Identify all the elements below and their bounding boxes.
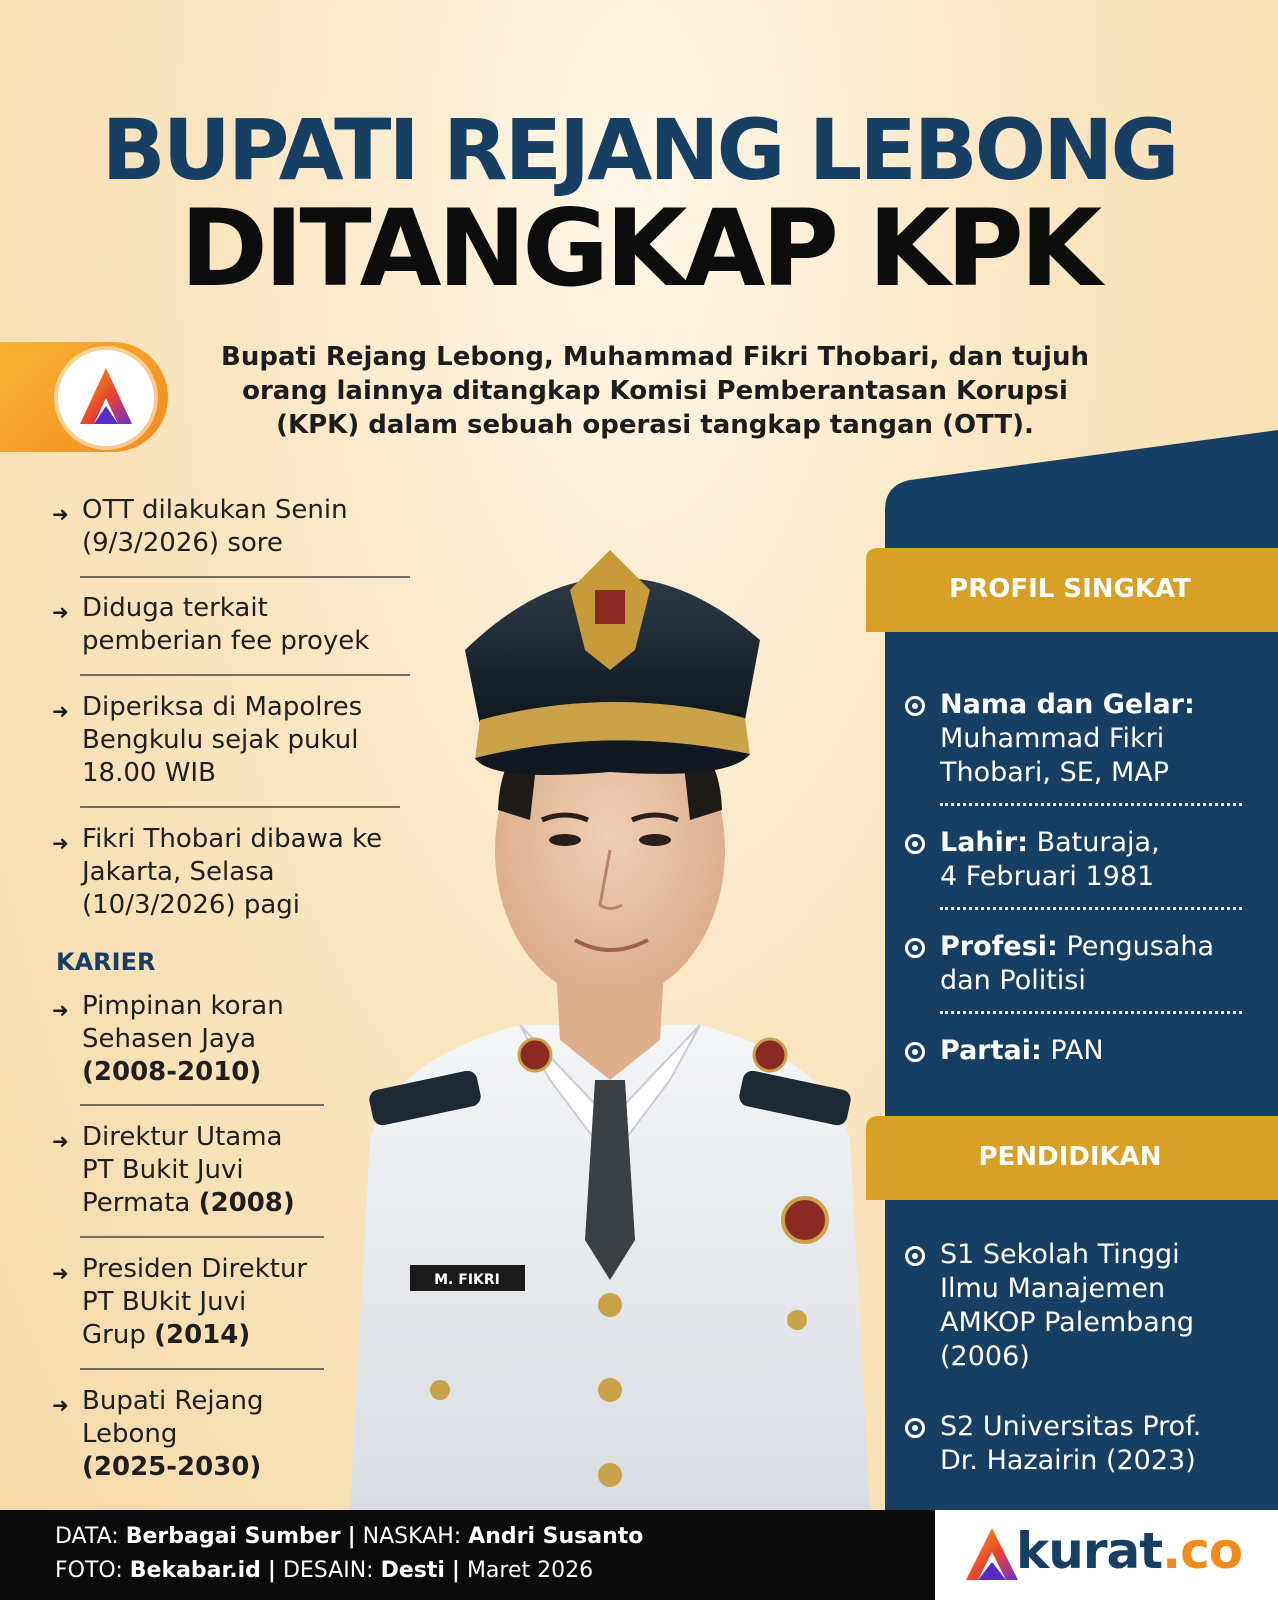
- divider: [80, 1236, 324, 1238]
- fact-text: Bengkulu sejak pukul: [82, 725, 359, 755]
- credit-value: Desti: [380, 1558, 445, 1583]
- profile-label: Nama dan Gelar:: [940, 689, 1195, 720]
- career-year: (2014): [154, 1320, 251, 1350]
- fact-text: pemberian fee proyek: [82, 626, 370, 656]
- credit-separator: |: [347, 1524, 356, 1549]
- career-item: [50, 1253, 307, 1352]
- fact-item: [50, 494, 348, 560]
- profile-value: Muhammad Fikri: [940, 723, 1165, 754]
- arrow-right-icon: ➜: [52, 502, 69, 526]
- arrow-right-icon: ➜: [52, 831, 69, 855]
- akurat-a-icon: [58, 350, 154, 446]
- arrow-right-icon: ➜: [52, 699, 69, 723]
- career-text: Lebong: [82, 1419, 178, 1449]
- fact-text: (10/3/2026) pagi: [82, 890, 301, 920]
- education-text: AMKOP Palembang: [940, 1307, 1195, 1338]
- career-year: (2008-2010): [82, 1057, 262, 1087]
- career-text: Grup: [82, 1320, 146, 1350]
- profile-profesi: [905, 930, 1255, 998]
- arrow-right-icon: ➜: [52, 600, 69, 624]
- fact-item: [50, 592, 369, 658]
- pendidikan-heading: PENDIDIKAN: [978, 1142, 1162, 1172]
- arrow-right-icon: ➜: [52, 1261, 69, 1285]
- target-bullet-icon: [905, 938, 925, 958]
- career-text: Permata: [82, 1188, 191, 1218]
- intro-line: Bupati Rejang Lebong, Muhammad Fikri Thobari, dan tujuh: [221, 342, 1089, 372]
- fact-text: (9/3/2026) sore: [82, 528, 283, 558]
- credit-date: Maret 2026: [466, 1558, 594, 1583]
- career-text: Pimpinan koran: [82, 991, 284, 1021]
- credit-label: DATA:: [55, 1524, 119, 1549]
- headline-line-2: DITANGKAP KPK: [180, 187, 1098, 310]
- divider: [80, 1368, 324, 1370]
- career-text: Sehasen Jaya: [82, 1024, 257, 1054]
- career-text: PT BUkit Juvi: [82, 1287, 247, 1317]
- credit-label: DESAIN:: [282, 1558, 374, 1583]
- education-text: (2006): [940, 1341, 1030, 1372]
- profile-label: Partai:: [940, 1035, 1042, 1066]
- footer-line-1: [55, 1524, 643, 1549]
- profile-partai: [905, 1034, 1255, 1068]
- dotted-divider: [940, 1011, 1242, 1014]
- education-text: S1 Sekolah Tinggi: [940, 1239, 1180, 1270]
- career-text: Presiden Direktur: [82, 1254, 308, 1284]
- credit-value: Bekabar.id: [129, 1558, 261, 1583]
- career-text: PT Bukit Juvi: [82, 1155, 244, 1185]
- credit-separator: |: [267, 1558, 276, 1583]
- akurat-brand-a-icon: [962, 1524, 1022, 1584]
- target-bullet-icon: [905, 1042, 925, 1062]
- profile-value: Pengusaha: [1066, 931, 1215, 962]
- education-text: Dr. Hazairin (2023): [940, 1445, 1196, 1476]
- profile-value: dan Politisi: [940, 965, 1086, 996]
- intro-line: (KPK) dalam sebuah operasi tangkap tangan (OTT).: [276, 410, 1034, 440]
- target-bullet-icon: [905, 1246, 925, 1266]
- fact-text: Fikri Thobari dibawa ke: [82, 824, 383, 854]
- profile-label: Profesi:: [940, 931, 1058, 962]
- karier-heading: KARIER: [56, 948, 156, 976]
- target-bullet-icon: [905, 696, 925, 716]
- education-s1: [905, 1238, 1255, 1374]
- fact-text: Diduga terkait: [82, 593, 268, 623]
- profile-nama: [905, 688, 1255, 790]
- arrow-right-icon: ➜: [52, 1129, 69, 1153]
- target-bullet-icon: [905, 834, 925, 854]
- career-year: (2025-2030): [82, 1452, 262, 1482]
- divider: [80, 1104, 324, 1106]
- fact-text: 18.00 WIB: [82, 758, 216, 788]
- credit-value: Berbagai Sumber: [125, 1524, 341, 1549]
- credit-label: FOTO:: [55, 1558, 123, 1583]
- footer-line-2: [55, 1558, 593, 1583]
- intro-paragraph: [185, 340, 1125, 442]
- profile-label: Lahir:: [940, 827, 1029, 858]
- profile-value: PAN: [1050, 1035, 1104, 1066]
- portrait-photo: [330, 520, 890, 1510]
- education-text: Ilmu Manajemen: [940, 1273, 1166, 1304]
- name-tag: M. FIKRI: [434, 1272, 500, 1288]
- fact-text: Diperiksa di Mapolres: [82, 692, 363, 722]
- profile-value: Baturaja,: [1036, 827, 1160, 858]
- dotted-divider: [940, 803, 1242, 806]
- akurat-logo-badge: [58, 350, 154, 446]
- fact-text: Jakarta, Selasa: [82, 857, 275, 887]
- profil-heading: PROFIL SINGKAT: [949, 574, 1191, 604]
- career-year: (2008): [198, 1188, 295, 1218]
- profile-value: Thobari, SE, MAP: [940, 757, 1169, 788]
- credit-value: Andri Susanto: [468, 1524, 644, 1549]
- brand-suffix: .co: [1162, 1522, 1243, 1580]
- arrow-right-icon: ➜: [52, 998, 69, 1022]
- career-text: Bupati Rejang: [82, 1386, 264, 1416]
- credit-label: NASKAH:: [362, 1524, 462, 1549]
- headline-line-1: BUPATI REJANG LEBONG: [101, 101, 1177, 199]
- career-item: [50, 990, 284, 1089]
- arrow-right-icon: ➜: [52, 1393, 69, 1417]
- profile-value: 4 Februari 1981: [940, 861, 1155, 892]
- credit-separator: |: [451, 1558, 460, 1583]
- brand-wordmark: [1016, 1522, 1242, 1580]
- fact-item: [50, 691, 362, 790]
- brand-name: kurat: [1016, 1522, 1163, 1580]
- target-bullet-icon: [905, 1418, 925, 1438]
- dotted-divider: [940, 907, 1242, 910]
- career-item: [50, 1121, 295, 1220]
- education-text: S2 Universitas Prof.: [940, 1411, 1202, 1442]
- career-text: Direktur Utama: [82, 1122, 283, 1152]
- career-item: [50, 1385, 263, 1484]
- profile-lahir: [905, 826, 1255, 894]
- fact-text: OTT dilakukan Senin: [82, 495, 348, 525]
- education-s2: [905, 1410, 1255, 1478]
- intro-line: orang lainnya ditangkap Komisi Pemberantasan Korupsi: [242, 376, 1068, 406]
